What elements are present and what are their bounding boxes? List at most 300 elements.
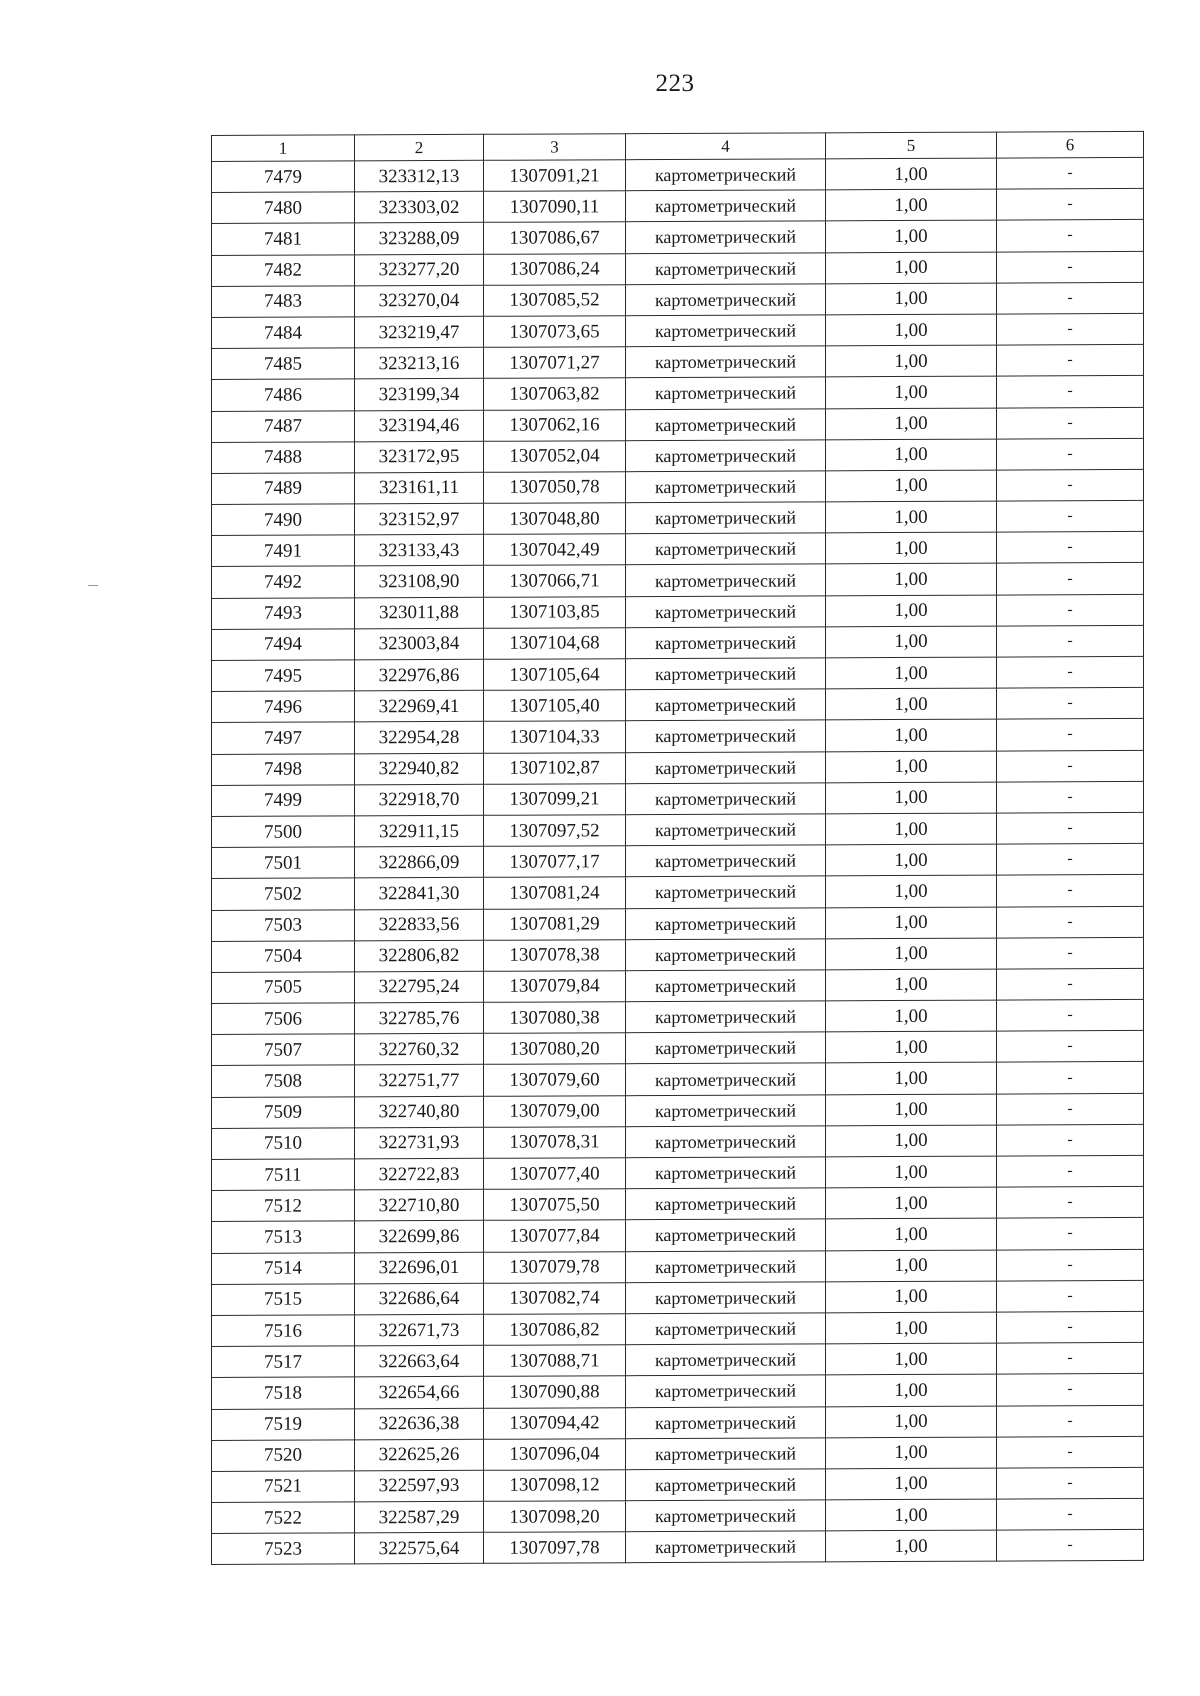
header-cell-3: 3 [484, 134, 626, 161]
coord-x-cell: 323199,34 [355, 379, 484, 411]
coord-y-cell: 1307048,80 [484, 503, 626, 535]
method-cell: картометрический [626, 939, 826, 971]
coord-y-cell: 1307104,33 [484, 721, 626, 753]
point-number-cell: 7500 [212, 816, 355, 848]
note-cell: - [997, 719, 1144, 751]
method-cell: картометрический [626, 408, 826, 440]
method-cell: картометрический [626, 471, 826, 503]
method-cell: картометрический [626, 783, 826, 815]
header-cell-5: 5 [826, 132, 997, 159]
coord-x-cell: 322597,93 [355, 1470, 484, 1502]
note-cell: - [997, 251, 1144, 283]
accuracy-cell: 1,00 [826, 657, 997, 689]
method-cell: картометрический [626, 1094, 826, 1126]
coord-y-cell: 1307086,82 [484, 1314, 626, 1346]
method-cell: картометрический [626, 1500, 826, 1532]
coord-x-cell: 322918,70 [355, 784, 484, 816]
method-cell: картометрический [626, 1469, 826, 1501]
accuracy-cell: 1,00 [826, 595, 997, 627]
accuracy-cell: 1,00 [826, 1468, 997, 1500]
note-cell: - [997, 1218, 1144, 1250]
coord-x-cell: 323152,97 [355, 503, 484, 535]
coord-x-cell: 322663,64 [355, 1345, 484, 1377]
note-cell: - [997, 999, 1144, 1031]
table-row [212, 1498, 1144, 1533]
table-row [212, 968, 1144, 1003]
coord-x-cell: 322911,15 [355, 815, 484, 847]
coord-y-cell: 1307052,04 [484, 440, 626, 472]
point-number-cell: 7516 [212, 1315, 355, 1347]
point-number-cell: 7497 [212, 722, 355, 754]
note-cell: - [997, 469, 1144, 501]
note-cell: - [997, 656, 1144, 688]
accuracy-cell: 1,00 [826, 1218, 997, 1250]
note-cell: - [997, 1405, 1144, 1437]
coord-y-cell: 1307098,12 [484, 1470, 626, 1502]
note-cell: - [997, 1498, 1144, 1530]
point-number-cell: 7490 [212, 504, 355, 536]
coord-y-cell: 1307098,20 [484, 1501, 626, 1533]
accuracy-cell: 1,00 [826, 1094, 997, 1126]
method-cell: картометрический [626, 658, 826, 690]
note-cell: - [997, 313, 1144, 345]
table-row [212, 937, 1144, 972]
method-cell: картометрический [626, 1001, 826, 1033]
accuracy-cell: 1,00 [826, 1343, 997, 1375]
table-row [212, 1374, 1144, 1409]
coord-x-cell: 322710,80 [355, 1189, 484, 1221]
table-row [212, 532, 1144, 567]
method-cell: картометрический [626, 1344, 826, 1376]
point-number-cell: 7492 [212, 566, 355, 598]
note-cell: - [997, 1249, 1144, 1281]
coord-y-cell: 1307062,16 [484, 409, 626, 441]
coord-x-cell: 322731,93 [355, 1127, 484, 1159]
coord-y-cell: 1307077,40 [484, 1158, 626, 1190]
point-number-cell: 7522 [212, 1502, 355, 1534]
point-number-cell: 7505 [212, 972, 355, 1004]
coord-x-cell: 322722,83 [355, 1158, 484, 1190]
coord-y-cell: 1307102,87 [484, 752, 626, 784]
coord-x-cell: 322740,80 [355, 1096, 484, 1128]
method-cell: картометрический [626, 1219, 826, 1251]
method-cell: картометрический [626, 564, 826, 596]
point-number-cell: 7491 [212, 535, 355, 567]
method-cell: картометрический [626, 1406, 826, 1438]
coord-x-cell: 322866,09 [355, 846, 484, 878]
note-cell: - [997, 625, 1144, 657]
accuracy-cell: 1,00 [826, 969, 997, 1001]
coord-y-cell: 1307079,78 [484, 1251, 626, 1283]
accuracy-cell: 1,00 [826, 1406, 997, 1438]
coord-x-cell: 322795,24 [355, 971, 484, 1003]
point-number-cell: 7483 [212, 286, 355, 318]
point-number-cell: 7502 [212, 878, 355, 910]
note-cell: - [997, 407, 1144, 439]
point-number-cell: 7512 [212, 1190, 355, 1222]
coord-x-cell: 322954,28 [355, 722, 484, 754]
accuracy-cell: 1,00 [826, 626, 997, 658]
coord-y-cell: 1307078,38 [484, 939, 626, 971]
method-cell: картометрический [626, 595, 826, 627]
coord-x-cell: 322671,73 [355, 1314, 484, 1346]
coord-x-cell: 322654,66 [355, 1377, 484, 1409]
note-cell: - [997, 500, 1144, 532]
coord-x-cell: 323108,90 [355, 566, 484, 598]
coord-x-cell: 322625,26 [355, 1439, 484, 1471]
coord-y-cell: 1307085,52 [484, 284, 626, 316]
coord-y-cell: 1307080,20 [484, 1033, 626, 1065]
method-cell: картометрический [626, 689, 826, 721]
point-number-cell: 7496 [212, 691, 355, 723]
table-row [212, 750, 1144, 785]
note-cell: - [997, 1155, 1144, 1187]
coord-y-cell: 1307077,84 [484, 1220, 626, 1252]
coord-x-cell: 323172,95 [355, 441, 484, 473]
header-row [212, 131, 1144, 161]
coord-x-cell: 322696,01 [355, 1252, 484, 1284]
accuracy-cell: 1,00 [826, 408, 997, 440]
table-row [212, 1280, 1144, 1315]
table-row [212, 376, 1144, 411]
method-cell: картометрический [626, 252, 826, 284]
table-row [212, 189, 1144, 224]
method-cell: картометрический [626, 440, 826, 472]
point-number-cell: 7521 [212, 1471, 355, 1503]
point-number-cell: 7494 [212, 629, 355, 661]
method-cell: картометрический [626, 159, 826, 191]
table-row [212, 1187, 1144, 1222]
table-row [212, 1062, 1144, 1097]
coord-y-cell: 1307091,21 [484, 160, 626, 192]
note-cell: - [997, 1436, 1144, 1468]
table-header [212, 131, 1144, 161]
coord-x-cell: 323312,13 [355, 160, 484, 192]
note-cell: - [997, 563, 1144, 595]
note-cell: - [997, 1124, 1144, 1156]
table-row [212, 719, 1144, 754]
coord-x-cell: 323213,16 [355, 347, 484, 379]
point-number-cell: 7519 [212, 1408, 355, 1440]
note-cell: - [997, 1374, 1144, 1406]
method-cell: картометрический [626, 502, 826, 534]
table-row [212, 1218, 1144, 1253]
table-row [212, 500, 1144, 535]
point-number-cell: 7499 [212, 785, 355, 817]
coord-x-cell: 322587,29 [355, 1501, 484, 1533]
table-row [212, 812, 1144, 847]
coord-x-cell: 322841,30 [355, 878, 484, 910]
method-cell: картометрический [626, 1438, 826, 1470]
point-number-cell: 7479 [212, 161, 355, 193]
note-cell: - [997, 1093, 1144, 1125]
coord-x-cell: 322969,41 [355, 690, 484, 722]
header-cell-4: 4 [626, 133, 826, 160]
method-cell: картометрический [626, 1375, 826, 1407]
method-cell: картометрический [626, 1126, 826, 1158]
accuracy-cell: 1,00 [826, 1374, 997, 1406]
point-number-cell: 7481 [212, 223, 355, 255]
coord-y-cell: 1307105,40 [484, 690, 626, 722]
method-cell: картометрический [626, 1250, 826, 1282]
coord-y-cell: 1307086,67 [484, 222, 626, 254]
accuracy-cell: 1,00 [826, 345, 997, 377]
note-cell: - [997, 282, 1144, 314]
coord-y-cell: 1307082,74 [484, 1282, 626, 1314]
method-cell: картометрический [626, 814, 826, 846]
coord-x-cell: 322940,82 [355, 753, 484, 785]
coord-y-cell: 1307071,27 [484, 347, 626, 379]
note-cell: - [997, 937, 1144, 969]
coord-y-cell: 1307086,24 [484, 253, 626, 285]
coord-y-cell: 1307078,31 [484, 1127, 626, 1159]
note-cell: - [997, 812, 1144, 844]
coord-y-cell: 1307104,68 [484, 628, 626, 660]
point-number-cell: 7508 [212, 1065, 355, 1097]
coord-x-cell: 323288,09 [355, 223, 484, 255]
accuracy-cell: 1,00 [826, 532, 997, 564]
point-number-cell: 7509 [212, 1096, 355, 1128]
method-cell: картометрический [626, 221, 826, 253]
coord-y-cell: 1307105,64 [484, 659, 626, 691]
point-number-cell: 7487 [212, 410, 355, 442]
coord-y-cell: 1307063,82 [484, 378, 626, 410]
note-cell: - [997, 594, 1144, 626]
accuracy-cell: 1,00 [826, 220, 997, 252]
coord-y-cell: 1307097,52 [484, 815, 626, 847]
point-number-cell: 7517 [212, 1346, 355, 1378]
coord-x-cell: 322760,32 [355, 1034, 484, 1066]
coord-x-cell: 323277,20 [355, 254, 484, 286]
coord-x-cell: 322785,76 [355, 1002, 484, 1034]
accuracy-cell: 1,00 [826, 1312, 997, 1344]
accuracy-cell: 1,00 [826, 283, 997, 315]
coord-x-cell: 322751,77 [355, 1065, 484, 1097]
table-row [212, 469, 1144, 504]
method-cell: картометрический [626, 720, 826, 752]
note-cell: - [997, 1311, 1144, 1343]
coord-y-cell: 1307099,21 [484, 783, 626, 815]
coord-y-cell: 1307103,85 [484, 596, 626, 628]
point-number-cell: 7520 [212, 1440, 355, 1472]
point-number-cell: 7489 [212, 473, 355, 505]
coord-x-cell: 323270,04 [355, 285, 484, 317]
header-cell-2: 2 [355, 134, 484, 161]
table-row [212, 1436, 1144, 1471]
table-row [212, 781, 1144, 816]
accuracy-cell: 1,00 [826, 719, 997, 751]
coord-y-cell: 1307073,65 [484, 316, 626, 348]
accuracy-cell: 1,00 [826, 470, 997, 502]
point-number-cell: 7518 [212, 1377, 355, 1409]
point-number-cell: 7488 [212, 442, 355, 474]
note-cell: - [997, 1530, 1144, 1562]
method-cell: картометрический [626, 876, 826, 908]
note-cell: - [997, 1031, 1144, 1063]
coord-x-cell: 323161,11 [355, 472, 484, 504]
coord-y-cell: 1307088,71 [484, 1345, 626, 1377]
coord-y-cell: 1307094,42 [484, 1407, 626, 1439]
coord-y-cell: 1307081,24 [484, 877, 626, 909]
accuracy-cell: 1,00 [826, 938, 997, 970]
table-row [212, 1249, 1144, 1284]
point-number-cell: 7515 [212, 1284, 355, 1316]
note-cell: - [997, 345, 1144, 377]
point-number-cell: 7507 [212, 1034, 355, 1066]
coord-x-cell: 323219,47 [355, 316, 484, 348]
accuracy-cell: 1,00 [826, 189, 997, 221]
note-cell: - [997, 220, 1144, 252]
method-cell: картометрический [626, 751, 826, 783]
coord-y-cell: 1307042,49 [484, 534, 626, 566]
coord-x-cell: 322686,64 [355, 1283, 484, 1315]
table-row [212, 875, 1144, 910]
coordinates-table [211, 131, 1144, 1566]
accuracy-cell: 1,00 [826, 1281, 997, 1313]
point-number-cell: 7495 [212, 660, 355, 692]
note-cell: - [997, 157, 1144, 189]
coord-y-cell: 1307050,78 [484, 472, 626, 504]
method-cell: картометрический [626, 1313, 826, 1345]
point-number-cell: 7523 [212, 1533, 355, 1565]
method-cell: картометрический [626, 190, 826, 222]
accuracy-cell: 1,00 [826, 813, 997, 845]
accuracy-cell: 1,00 [826, 1499, 997, 1531]
note-cell: - [997, 532, 1144, 564]
point-number-cell: 7498 [212, 753, 355, 785]
coord-y-cell: 1307080,38 [484, 1002, 626, 1034]
method-cell: картометрический [626, 970, 826, 1002]
method-cell: картометрический [626, 1188, 826, 1220]
point-number-cell: 7480 [212, 192, 355, 224]
table-body [212, 157, 1144, 1565]
accuracy-cell: 1,00 [826, 1031, 997, 1063]
coord-x-cell: 323011,88 [355, 597, 484, 629]
coord-y-cell: 1307075,50 [484, 1189, 626, 1221]
coord-x-cell: 322636,38 [355, 1408, 484, 1440]
accuracy-cell: 1,00 [826, 376, 997, 408]
table-row [212, 625, 1144, 660]
note-cell: - [997, 968, 1144, 1000]
method-cell: картометрический [626, 377, 826, 409]
accuracy-cell: 1,00 [826, 844, 997, 876]
note-cell: - [997, 1187, 1144, 1219]
coord-y-cell: 1307097,78 [484, 1532, 626, 1564]
table-row [212, 313, 1144, 348]
point-number-cell: 7503 [212, 909, 355, 941]
accuracy-cell: 1,00 [826, 875, 997, 907]
coord-y-cell: 1307077,17 [484, 846, 626, 878]
accuracy-cell: 1,00 [826, 314, 997, 346]
accuracy-cell: 1,00 [826, 158, 997, 190]
method-cell: картометрический [626, 1063, 826, 1095]
point-number-cell: 7510 [212, 1128, 355, 1160]
coord-x-cell: 322976,86 [355, 659, 484, 691]
page-number: 223 [655, 70, 695, 97]
point-number-cell: 7504 [212, 941, 355, 973]
coord-y-cell: 1307090,88 [484, 1376, 626, 1408]
table-row [212, 594, 1144, 629]
point-number-cell: 7506 [212, 1003, 355, 1035]
coord-y-cell: 1307079,60 [484, 1064, 626, 1096]
coord-y-cell: 1307079,84 [484, 971, 626, 1003]
coord-y-cell: 1307096,04 [484, 1438, 626, 1470]
table-row [212, 345, 1144, 380]
note-cell: - [997, 781, 1144, 813]
point-number-cell: 7482 [212, 254, 355, 286]
accuracy-cell: 1,00 [826, 1125, 997, 1157]
point-number-cell: 7493 [212, 597, 355, 629]
table-row [212, 1155, 1144, 1190]
coord-x-cell: 322833,56 [355, 909, 484, 941]
method-cell: картометрический [626, 1157, 826, 1189]
coord-x-cell: 322575,64 [355, 1533, 484, 1565]
accuracy-cell: 1,00 [826, 1250, 997, 1282]
accuracy-cell: 1,00 [826, 439, 997, 471]
coord-y-cell: 1307081,29 [484, 908, 626, 940]
method-cell: картометрический [626, 284, 826, 316]
coord-y-cell: 1307079,00 [484, 1095, 626, 1127]
accuracy-cell: 1,00 [826, 1156, 997, 1188]
table-row [212, 906, 1144, 941]
accuracy-cell: 1,00 [826, 1063, 997, 1095]
table-row [212, 656, 1144, 691]
point-number-cell: 7486 [212, 379, 355, 411]
method-cell: картометрический [626, 627, 826, 659]
accuracy-cell: 1,00 [826, 688, 997, 720]
note-cell: - [997, 189, 1144, 221]
note-cell: - [997, 1467, 1144, 1499]
point-number-cell: 7484 [212, 317, 355, 349]
table-row [212, 157, 1144, 192]
table-row [212, 1311, 1144, 1346]
accuracy-cell: 1,00 [826, 1437, 997, 1469]
coord-y-cell: 1307066,71 [484, 565, 626, 597]
table-row [212, 407, 1144, 442]
point-number-cell: 7511 [212, 1159, 355, 1191]
note-cell: - [997, 750, 1144, 782]
coord-y-cell: 1307090,11 [484, 191, 626, 223]
note-cell: - [997, 906, 1144, 938]
note-cell: - [997, 438, 1144, 470]
table-row [212, 1405, 1144, 1440]
table-row [212, 1124, 1144, 1159]
table-row [212, 251, 1144, 286]
method-cell: картометрический [626, 533, 826, 565]
table-row [212, 1093, 1144, 1128]
method-cell: картометрический [626, 845, 826, 877]
table-row [212, 563, 1144, 598]
table-row [212, 999, 1144, 1034]
table-row [212, 438, 1144, 473]
header-cell-6: 6 [997, 131, 1144, 158]
point-number-cell: 7501 [212, 847, 355, 879]
accuracy-cell: 1,00 [826, 1530, 997, 1562]
coord-x-cell: 323003,84 [355, 628, 484, 660]
method-cell: картометрический [626, 315, 826, 347]
note-cell: - [997, 688, 1144, 720]
table-row [212, 1031, 1144, 1066]
method-cell: картометрический [626, 1032, 826, 1064]
note-cell: - [997, 376, 1144, 408]
coord-x-cell: 323133,43 [355, 535, 484, 567]
accuracy-cell: 1,00 [826, 907, 997, 939]
accuracy-cell: 1,00 [826, 1000, 997, 1032]
coord-x-cell: 322699,86 [355, 1221, 484, 1253]
coord-x-cell: 322806,82 [355, 940, 484, 972]
point-number-cell: 7485 [212, 348, 355, 380]
accuracy-cell: 1,00 [826, 1187, 997, 1219]
